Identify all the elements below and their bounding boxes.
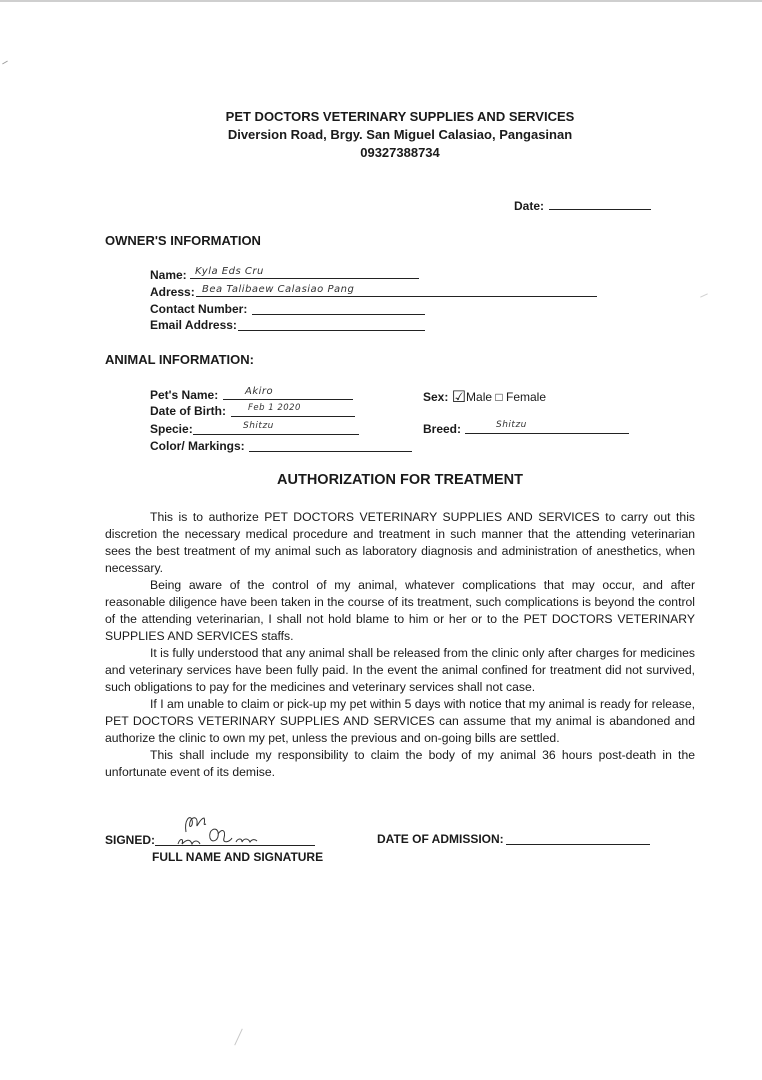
company-phone: 09327388734 [360, 145, 440, 160]
contact-number-field[interactable] [252, 314, 425, 315]
company-address: Diversion Road, Brgy. San Miguel Calasiao, Pangasinan [227, 127, 573, 142]
scan-artifact [700, 293, 708, 297]
authorization-paragraph-3: It is fully understood that any animal shall be released from the clinic only after charges for medicines and veterinary services have been fully paid. In the event the animal confined for treatment did not survived, such obligations to pay for the medicines and veterinary services shall not case. [105, 646, 695, 694]
email-address-field[interactable] [238, 330, 425, 331]
breed-field[interactable] [465, 433, 629, 434]
authorization-paragraph-1: This is to authorize PET DOCTORS VETERINARY SUPPLIES AND SERVICES to carry out this discretion the necessary medical procedure and treatment in such manner that the attending veterinarian sees the best treatment of my animal such as laboratory diagnosis and administration of anesthetics, when necessary. [105, 510, 695, 575]
contact-number-label: Contact Number: [150, 302, 248, 316]
pet-name-field[interactable] [223, 399, 353, 400]
owner-name-field[interactable] [190, 278, 419, 279]
sex-male-option: Male [466, 390, 493, 404]
pet-name-label: Pet's Name: [150, 388, 219, 402]
sex-label: Sex: [423, 390, 449, 404]
signed-label: SIGNED: [105, 833, 156, 847]
owner-address-field[interactable] [196, 296, 597, 297]
owner-name-label: Name: [150, 268, 187, 282]
male-checkbox-checked-icon[interactable]: ☑ [451, 389, 467, 406]
handwritten-signature [170, 808, 280, 850]
scan-mark [2, 61, 8, 65]
sex-selector [423, 386, 546, 406]
owner-address-label: Adress: [150, 285, 195, 299]
specie-label: Specie: [150, 422, 193, 436]
dob-label: Date of Birth: [150, 404, 226, 418]
specie-field[interactable] [193, 434, 359, 435]
scan-edge [0, 0, 762, 2]
pet-name-value: Akiro [245, 386, 274, 397]
sex-female-option: Female [506, 390, 547, 404]
breed-value: Shitzu [496, 420, 527, 430]
dob-field[interactable] [231, 416, 355, 417]
email-address-label: Email Address: [150, 318, 237, 332]
date-of-admission-field[interactable] [506, 844, 650, 845]
letterhead [0, 108, 762, 162]
female-checkbox-icon[interactable]: □ [495, 390, 503, 404]
authorization-paragraph-4: If I am unable to claim or pick-up my pet within 5 days with notice that my animal is ready for release, PET DOCTORS VETERINARY SUPPLIES AND SERVICES can assume that my animal is abandoned and authorize the clinic to own my pet, unless the previous and on-going bills are settled. [105, 697, 695, 745]
full-name-signature-caption: FULL NAME AND SIGNATURE [152, 850, 324, 864]
breed-label: Breed: [423, 422, 462, 436]
authorization-paragraph-2: Being aware of the control of my animal, whatever complications that may occur, and after reasonable diligence have been taken in the course of its treatment, such complications is beyond the control of the attending veterinarian, I shall not hold blame to him or her or to the PET DOCTORS VETERINARY SUPPLIES AND SERVICES staffs. [105, 578, 695, 643]
owner-name-value: Kyla Eds Cru [195, 266, 264, 277]
animal-section-title: ANIMAL INFORMATION: [105, 352, 254, 367]
owner-section-title: OWNER'S INFORMATION [105, 233, 261, 248]
color-markings-field[interactable] [249, 451, 412, 452]
authorization-body [105, 509, 695, 781]
authorization-title: AUTHORIZATION FOR TREATMENT [277, 472, 523, 488]
authorization-paragraph-5: This shall include my responsibility to claim the body of my animal 36 hours post-death in the unfortunate event of its demise. [105, 748, 695, 779]
color-markings-label: Color/ Markings: [150, 439, 245, 453]
date-field[interactable] [549, 209, 651, 210]
dob-value: Feb 1 2020 [248, 403, 301, 413]
date-label: Date: [514, 199, 545, 213]
specie-value: Shitzu [243, 421, 274, 431]
date-of-admission-label: DATE OF ADMISSION: [377, 832, 504, 846]
owner-address-value: Bea Talibaew Calasiao Pang [202, 284, 355, 295]
company-name: PET DOCTORS VETERINARY SUPPLIES AND SERVICES [225, 109, 575, 124]
scan-artifact [234, 1029, 243, 1046]
